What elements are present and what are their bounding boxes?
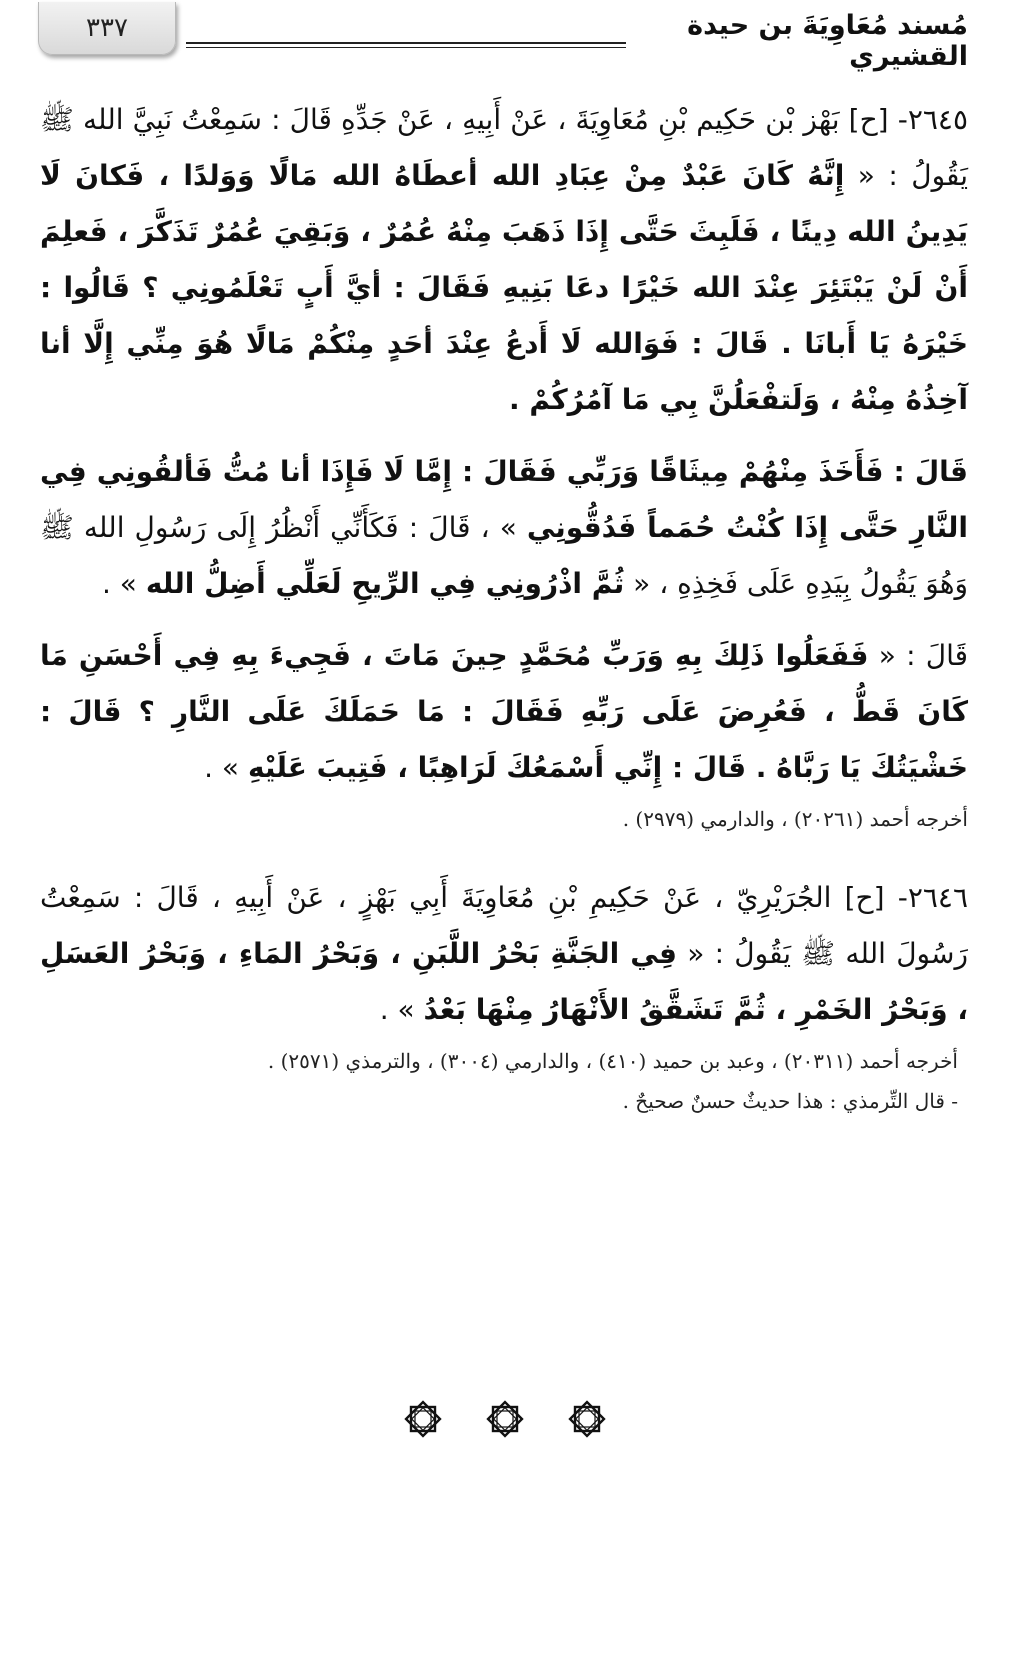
hadith-2646-paragraph-1 <box>40 870 968 1038</box>
eight-point-star-ornament-icon <box>484 1398 526 1440</box>
takhrij-note: أخرجه أحمد (٢٠٢٦١) ، والدارمي (٢٩٧٩) . <box>622 807 968 831</box>
hadith-matn: قَالَ : فَأَخَذَ مِنْهُمْ مِيثَاقًا وَرَبِّي فَقَالَ : إِمَّا لَا فَإِذَا أنا مُتُّ فَألقُونِي فِي النَّارِ حَتَّى إِذَا كُنْتُ حُمَماً فَدُقُّونِي <box>40 455 969 544</box>
paragraph-gap <box>40 612 968 628</box>
hadith-matn: فِي الجَنَّةِ بَحْرُ اللَّبَنِ ، وَبَحْرُ المَاءِ ، وَبَحْرُ العَسَلِ ، وَبَحْرُ الخَمْرِ ، ثُمَّ تَشَقَّقُ الأَنْهَارُ مِنْهَا بَعْدُ <box>40 937 968 1026</box>
hadith-isnad: [ح] الجُرَيْرِيّ ، عَنْ حَكِيمِ بْنِ مُعَاوِيَةَ أَبِي بَهْزٍ ، عَنْ أَبِيهِ ، قَالَ : سَمِعْتُ رَسُولَ الله ﷺ يَقُولُ : « <box>40 881 969 970</box>
running-title: مُسند مُعَاوِيَةَ بن حيدة القشيري <box>687 10 968 72</box>
hadith-2645-paragraph-1 <box>40 92 968 428</box>
tirmidhi-grading-note: - قال التِّرمذي : هذا حديثٌ حسنٌ صحيحٌ . <box>622 1089 958 1113</box>
hadith-matn: فَفَعَلُوا ذَلِكَ بِهِ وَرَبِّ مُحَمَّدٍ حِينَ مَاتَ ، فَجِيءَ بِهِ فِي أَحْسَنِ مَا كَانَ قَطُّ ، فَعُرِضَ عَلَى رَبِّهِ فَقَالَ : مَا حَمَلَكَ عَلَى النَّارِ ؟ قَالَ : خَشْيَتُكَ يَا رَبَّاهُ . قَالَ : إِنِّي أَسْمَعُكَ لَرَاهِبًا ، فَتِيبَ عَلَيْهِ <box>40 639 968 784</box>
page-header <box>0 0 1010 70</box>
paragraph-gap <box>40 428 968 444</box>
hadith-number: ٢٦٤٦- <box>897 881 968 914</box>
hadith-closing-mark: » . <box>101 567 137 600</box>
page-number-tab <box>38 2 176 55</box>
hadith-matn: ثُمَّ اذْرُونِي فِي الرِّيحِ لَعَلِّي أَضِلُّ الله <box>145 567 625 600</box>
hadith-2645-paragraph-2 <box>40 444 968 612</box>
eight-point-star-ornament-icon <box>402 1398 444 1440</box>
hadith-2645-paragraph-3 <box>40 628 968 796</box>
page-content <box>40 92 968 1118</box>
hadith-separator <box>40 836 968 870</box>
hadith-closing-mark: » . <box>379 993 415 1026</box>
hadith-closing-mark: » . <box>204 751 240 784</box>
hadith-narration-text: قَالَ : « <box>878 639 968 672</box>
page-number: ٣٣٧ <box>86 13 128 43</box>
hadith-narration-text: » ، قَالَ : فَكَأَنِّي أَنْظُرُ إِلَى رَسُولِ الله ﷺ وَهُوَ يَقُولُ بِيَدِهِ عَلَى فَخِذِهِ ، « <box>40 511 968 600</box>
hadith-number: ٢٦٤٥- <box>897 103 968 136</box>
hadith-matn: إِنَّهُ كَانَ عَبْدٌ مِنْ عِبَادِ الله أعطَاهُ الله مَالًا وَوَلدًا ، فَكانَ لَا يَدِينُ الله دِينًا ، فَلَبِثَ حَتَّى إِذَا ذَهَبَ مِنْهُ عُمُرٌ ، وَبَقِيَ عُمُرٌ تَذَكَّرَ ، فَعلِمَ أَنْ لَنْ يَبْتَئِرَ عِنْدَ الله خَيْرًا دعَا بَنِيهِ فَقَالَ : أيَّ أَبٍ تَعْلَمُونِي ؟ قَالُوا : خَيْرَهُ يَا أَبانَا . قَالَ : فَوَالله لَا أَدعُ عِنْدَ أحَدٍ مِنْكُمْ مَالًا هُوَ مِنِّي إِلَّا أنا آخِذُهُ مِنْهُ ، وَلَتفْعَلُنَّ بِي مَا آمُرُكُمْ . <box>40 159 968 416</box>
end-ornaments <box>0 1398 1010 1454</box>
header-rule <box>186 42 626 48</box>
hadith-isnad: [ح] بَهْز بْن حَكِيم بْنِ مُعَاوِيَةَ ، عَنْ أَبِيهِ ، عَنْ جَدِّهِ قَالَ : سَمِعْتُ نَبِيَّ الله ﷺ يَقُولُ : « <box>40 103 968 192</box>
eight-point-star-ornament-icon <box>566 1398 608 1440</box>
takhrij-note: أخرجه أحمد (٢٠٣١١) ، وعبد بن حميد (٤١٠) ، والدارمي (٣٠٠٤) ، والترمذي (٢٥٧١) . <box>267 1049 958 1073</box>
